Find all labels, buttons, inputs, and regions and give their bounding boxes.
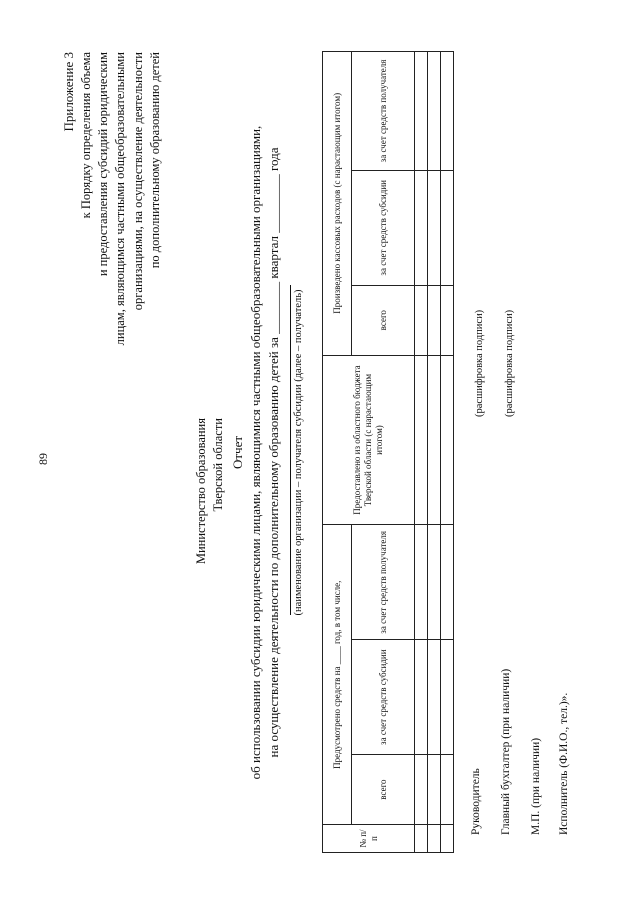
ministry-line: Министерство образования [194,418,208,565]
report-period-line: на осуществление деятельности по дополнительному образованию детей за ________ квартал _________ года [266,147,281,758]
table-cell[interactable] [415,285,428,355]
table-cell[interactable] [441,355,454,525]
accountant-signature-decode: (расшифровка подписи) [504,309,515,417]
table-cell[interactable] [428,525,441,640]
table-cell[interactable] [415,640,428,755]
appendix-line: организациями, на осуществление деятельности [130,52,145,311]
table-cell[interactable] [441,825,454,853]
report-table [322,51,454,853]
table-cell[interactable] [441,52,454,171]
head-signature-decode: (расшифровка подписи) [474,309,485,417]
table-cell[interactable] [428,825,441,853]
table-cell[interactable] [441,285,454,355]
head-signature-label: Руководитель [470,768,482,835]
table-cell[interactable] [441,640,454,755]
table-cell[interactable] [428,170,441,285]
report-subtitle-line: об использовании субсидии юридическими лицами, являющимися частными общеобразовательными организациями, [248,125,263,780]
spent-recipient-header: за счет средств получателя [352,52,415,171]
table-cell[interactable] [415,825,428,853]
table-row [428,52,441,853]
table-cell[interactable] [441,755,454,825]
addressee-ministry [193,418,227,564]
table-cell[interactable] [428,640,441,755]
ministry-line: Тверской области [211,418,226,512]
stamp-label: М.П. (при наличии) [530,737,542,835]
appendix-line: и предоставления субсидий юридическим [96,52,111,277]
table-cell[interactable] [441,170,454,285]
table-cell[interactable] [428,52,441,171]
organization-caption: (наименование организации – получателя субсидии (далее – получатель) [293,289,304,616]
table-cell[interactable] [415,170,428,285]
appendix-text [78,52,164,345]
table-cell[interactable] [415,525,428,640]
executor-label: Исполнитель (Ф.И.О., тел.)». [558,692,570,835]
planned-recipient-header: за счет средств получателя [352,525,415,640]
col-number-header: № п/п [323,825,415,853]
appendix-line: к Порядку определения объема [79,52,93,219]
table-cell[interactable] [441,525,454,640]
provided-funds-header: Предоставлено из областного бюджета Тверской области (с нарастающим итогом) [323,355,415,525]
table-cell[interactable] [428,285,441,355]
appendix-title: Приложение 3 [61,52,76,132]
table-row [441,52,454,853]
planned-funds-header: Предусмотрено средств на ____ год, в том числе, [323,525,352,825]
table-cell[interactable] [428,755,441,825]
table-row [415,52,428,853]
table-cell[interactable] [415,52,428,171]
spent-total-header: всего [352,285,415,355]
spent-subsidy-header: за счет средств субсидии [352,170,415,285]
planned-total-header: всего [352,755,415,825]
organization-name-line[interactable] [290,285,291,615]
cash-expenses-header: Произведено кассовых расходов (с нарастающим итогом) [323,52,352,356]
table-cell[interactable] [428,355,441,525]
appendix-line: лицам, являющимся частными общеобразовательными [113,52,128,346]
page-number: 89 [36,453,50,465]
report-title: Отчет [230,435,245,470]
appendix-line: по дополнительному образованию детей [147,52,162,269]
table-cell[interactable] [415,755,428,825]
planned-subsidy-header: за счет средств субсидии [352,640,415,755]
accountant-signature-label: Главный бухгалтер (при наличии) [500,668,512,835]
table-cell[interactable] [415,355,428,525]
